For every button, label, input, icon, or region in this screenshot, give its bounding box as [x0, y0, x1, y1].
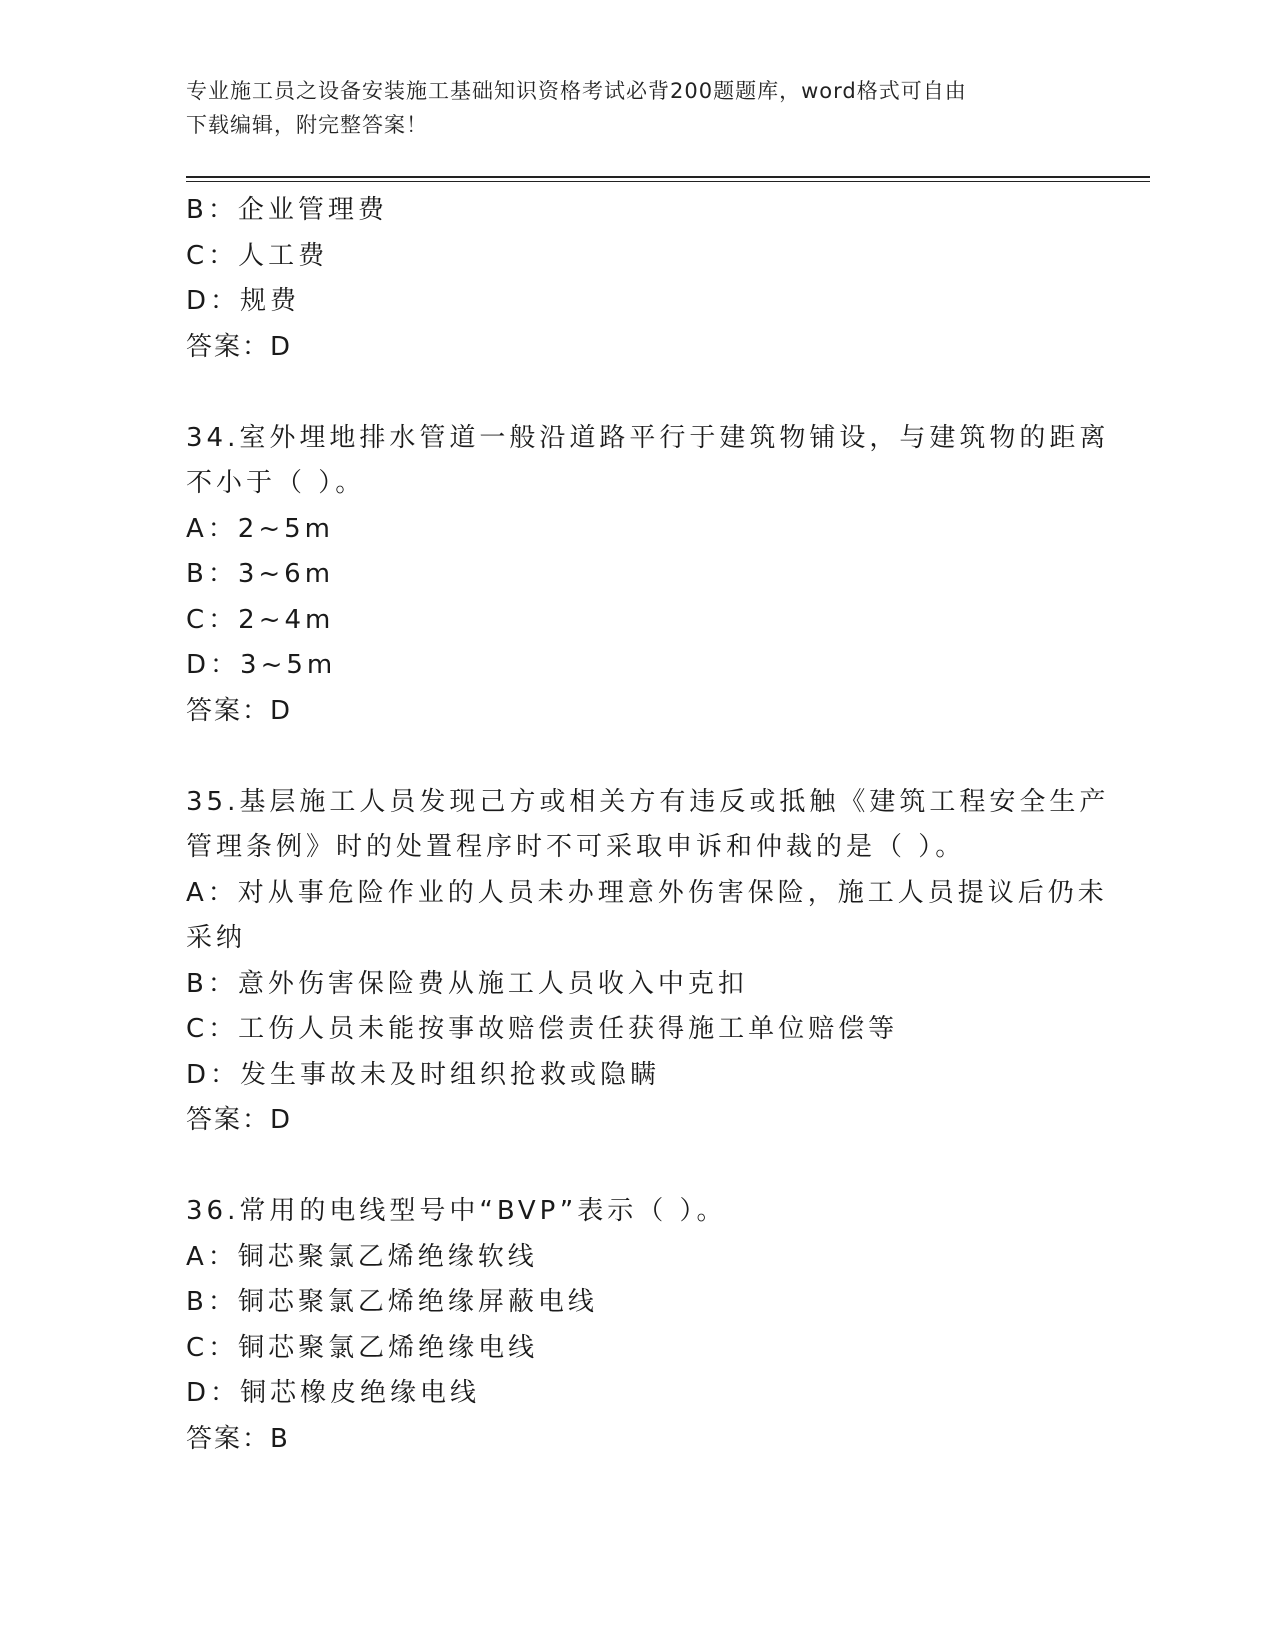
question-stem: 34.室外埋地排水管道一般沿道路平行于建筑物铺设，与建筑物的距离 — [186, 422, 1110, 453]
question-33 — [186, 188, 1086, 370]
option-b: B：铜芯聚氯乙烯绝缘屏蔽电线 — [186, 1287, 598, 1317]
question-list — [186, 188, 1110, 1462]
option-c: C：人工费 — [186, 240, 329, 271]
option-c: C：2~4m — [186, 604, 335, 635]
question-34 — [186, 416, 1110, 735]
answer: 答案：D — [186, 331, 293, 362]
header-divider — [186, 176, 1150, 178]
question-36 — [186, 1189, 1086, 1462]
question-stem: 不小于（ ）。 — [186, 468, 366, 498]
spacer — [186, 370, 1086, 416]
spacer — [186, 734, 1086, 780]
question-stem: 管理条例》时的处置程序时不可采取申诉和仲裁的是（ ）。 — [186, 832, 966, 862]
header-line: 专业施工员之设备安装施工基础知识资格考试必背200题题库，word格式可自由 — [186, 79, 967, 103]
option-c: C：铜芯聚氯乙烯绝缘电线 — [186, 1332, 539, 1363]
option-b: B：3~6m — [186, 559, 335, 589]
option-b: B：企业管理费 — [186, 195, 388, 225]
option-a-continued: 采纳 — [186, 923, 247, 953]
option-b: B：意外伤害保险费从施工人员收入中克扣 — [186, 968, 748, 999]
answer: 答案：D — [186, 695, 293, 726]
option-d: D：铜芯橡皮绝缘电线 — [186, 1378, 481, 1408]
answer: 答案：D — [186, 1105, 293, 1135]
question-35 — [186, 780, 1110, 1144]
answer: 答案：B — [186, 1423, 290, 1454]
option-a: A：2~5m — [186, 513, 334, 544]
option-d: D：规费 — [186, 286, 301, 316]
option-c: C：工伤人员未能按事故赔偿责任获得施工单位赔偿等 — [186, 1014, 899, 1044]
option-d: D：发生事故未及时组织抢救或隐瞒 — [186, 1059, 661, 1090]
header-divider — [186, 181, 1150, 182]
option-d: D：3~5m — [186, 650, 337, 680]
page-header — [186, 74, 1086, 142]
option-a: A：铜芯聚氯乙烯绝缘软线 — [186, 1241, 538, 1272]
header-line: 下载编辑，附完整答案！ — [186, 113, 428, 137]
spacer — [186, 1144, 1086, 1190]
question-stem: 36.常用的电线型号中“BVP”表示（ ）。 — [186, 1196, 727, 1226]
option-a: A：对从事危险作业的人员未办理意外伤害保险，施工人员提议后仍未 — [186, 877, 1108, 908]
question-stem: 35.基层施工人员发现己方或相关方有违反或抵触《建筑工程安全生产 — [186, 786, 1110, 817]
